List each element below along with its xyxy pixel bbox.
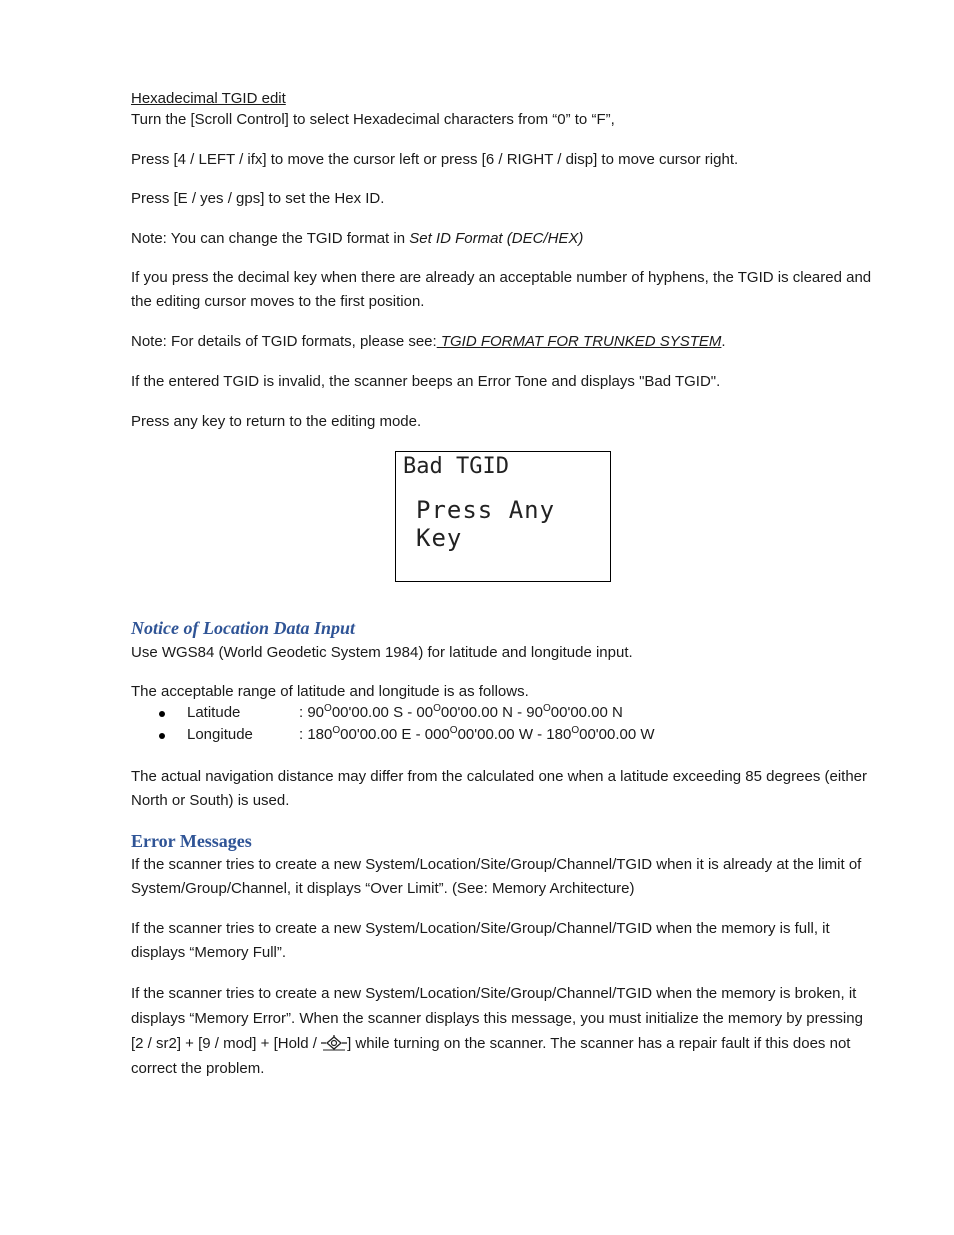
memory-full-paragraph: If the scanner tries to create a new System/Location/Site/Group/Channel/TGID when the memory is full, it displays “Memory Full”. <box>131 920 830 961</box>
over-limit-paragraph: If the scanner tries to create a new System/Location/Site/Group/Channel/TGID when it is already at the limit of System/Group/Channel, it displays “Over Limit”. (See: Memory Architecture) <box>131 856 862 897</box>
hex-edit-line2: Press [4 / LEFT / ifx] to move the cursor left or press [6 / RIGHT / disp] to move cursor right. <box>131 151 739 168</box>
memory-error-paragraph: If the scanner tries to create a new System/Location/Site/Group/Channel/TGID when the memory is broken, it displays “Memory Error”. When the scanner displays this message, you must initialize the memory by pressing [2 / sr2] + [9 / mod] + [Hold / ] while turning on the scanner. The scanner has a repair fault if this does not correct the problem. <box>131 985 863 1077</box>
press-any-key-paragraph: Press any key to return to the editing mode. <box>131 413 422 430</box>
latitude-range: : $90^O00'00.00$ S - $00^O00'00.00$ N - $90^O00'00.00$ N <box>299 703 623 721</box>
invalid-tgid-paragraph: If the entered TGID is invalid, the scanner beeps an Error Tone and displays "Bad TGID". <box>131 373 721 390</box>
lcd-line-2: Press Any Key <box>416 496 556 552</box>
latitude-bullet <box>131 702 876 724</box>
error-messages-heading: Error Messages <box>131 831 252 851</box>
tgid-details-note: Note: For details of TGID formats, please see: TGID FORMAT FOR TRUNKED SYSTEM. <box>131 333 726 350</box>
decimal-key-paragraph: If you press the decimal key when there are already an acceptable number of hyphens, the TGID is cleared and the editing cursor moves to the first position. <box>131 269 872 310</box>
set-id-format-ref: Set ID Format (DEC/HEX) <box>409 230 584 247</box>
longitude-range: : $180^O00'00.00$ E - $000^O00'00.00$ W - $180^O00'00.00$ W <box>299 725 655 743</box>
lcd-line-1: Bad TGID <box>403 454 509 479</box>
tgid-format-note: Note: You can change the TGID format in Set ID Format (DEC/HEX) <box>131 230 584 247</box>
hex-edit-line1: Turn the [Scroll Control] to select Hexadecimal characters from “0” to “F”, <box>131 111 615 128</box>
latitude-label: Latitude <box>187 704 241 721</box>
scroll-control-icon <box>321 1035 347 1051</box>
bullet-dot <box>159 711 165 717</box>
lcd-display <box>395 451 611 582</box>
location-heading: Notice of Location Data Input <box>131 618 355 638</box>
hex-edit-line3: Press [E / yes / gps] to set the Hex ID. <box>131 190 385 207</box>
navigation-distance-paragraph: The actual navigation distance may differ from the calculated one when a latitude exceeding 85 degrees (either North or South) is used. <box>131 768 868 809</box>
range-intro: The acceptable range of latitude and longitude is as follows. <box>131 683 529 700</box>
longitude-bullet <box>131 724 876 746</box>
hex-edit-title: Hexadecimal TGID edit <box>131 90 286 107</box>
longitude-label: Longitude <box>187 726 253 743</box>
bullet-dot <box>159 733 165 739</box>
wgs84-paragraph: Use WGS84 (World Geodetic System 1984) for latitude and longitude input. <box>131 644 633 661</box>
tgid-format-link[interactable]: TGID FORMAT FOR TRUNKED SYSTEM <box>436 333 722 350</box>
